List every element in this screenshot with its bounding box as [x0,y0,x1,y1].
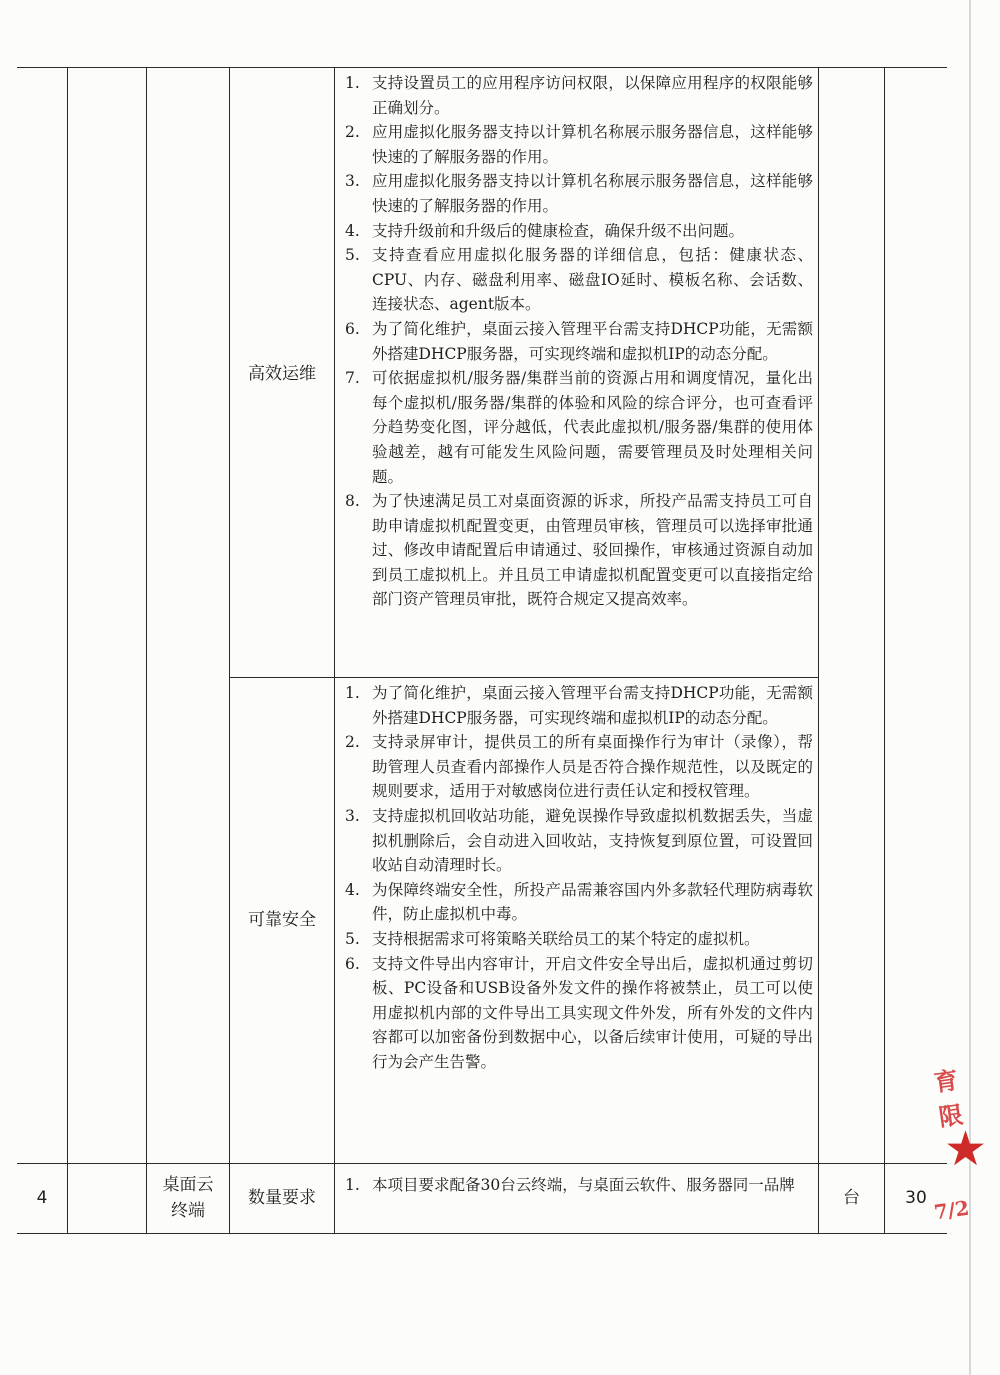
security-requirement-list [335,681,813,1075]
col-line-requirements-right [818,67,819,1234]
seal-text-top: 育限 [932,1065,965,1132]
col-line-index [67,67,68,1234]
list-item: 7. 可依据虚拟机/服务器/集群当前的资源占用和调度情况，量化出每个虚拟机/服务器/集群的体验和风险的综合评分，也可查看评分趋势变化图，评分越低，代表此虚拟机/服务器/集群的使用体验越差，越有可能发生风险问题，需要管理员及时处理相关问题。 [345,369,813,486]
list-item: 5. 支持根据需求可将策略关联给员工的某个特定的虚拟机。 [345,929,760,948]
list-item: 5. 支持查看应用虚拟化服务器的详细信息，包括：健康状态、CPU、内存、磁盘利用率、磁盘IO延时、模板名称、会话数、连接状态、agent版本。 [345,246,813,314]
list-item: 1. 支持设置员工的应用程序访问权限，以保障应用程序的权限能够正确划分。 [345,74,813,117]
category-efficient-ops: 高效运维 [248,364,316,384]
quantity-value: 30 [905,1188,927,1208]
table-bottom-border [17,1233,947,1234]
category-quantity: 数量要求 [248,1188,316,1208]
list-item: 4. 支持升级前和升级后的健康检查，确保升级不出问题。 [345,221,745,240]
list-item: 3. 应用虚拟化服务器支持以计算机名称展示服务器信息，这样能够快速的了解服务器的作用。 [345,172,813,215]
category-security: 可靠安全 [248,910,316,930]
company-seal [930,1030,988,1250]
row-index: 4 [36,1188,48,1208]
terminal-requirement-list [335,1173,813,1198]
table-top-border [17,67,947,68]
seal-star-icon: ★ [944,1121,988,1177]
row-divider-ops-security [229,677,818,678]
row-divider-terminal [17,1163,947,1164]
seal-text-bottom: 7/2 [932,1195,971,1225]
product-name-line1: 桌面云 [162,1175,214,1195]
list-item: 3. 支持虚拟机回收站功能，避免误操作导致虚拟机数据丢失，当虚拟机删除后，会自动进入回收站，支持恢复到原位置，可设置回收站自动清理时长。 [345,806,813,875]
unit-value: 台 [843,1188,860,1208]
list-item: 4. 为保障终端安全性，所投产品需兼容国内外多款轻代理防病毒软件，防止虚拟机中毒。 [345,880,813,924]
efficient-ops-requirement-list [335,71,813,612]
list-item: 2. 支持录屏审计，提供员工的所有桌面操作行为审计（录像），帮助管理人员查看内部操作人员是否符合操作规范性，以及既定的规则要求，适用于对敏感岗位进行责任认定和授权管理。 [345,733,813,801]
product-name-line2: 终端 [171,1201,205,1221]
col-line-product-right [229,67,230,1234]
list-item: 6. 为了简化维护，桌面云接入管理平台需支持DHCP功能，无需额外搭建DHCP服务器，可实现终端和虚拟机IP的动态分配。 [345,319,813,363]
list-item: 2. 应用虚拟化服务器支持以计算机名称展示服务器信息，这样能够快速的了解服务器的作用。 [345,123,813,166]
col-line-unit-right [884,67,885,1234]
list-item: 6. 支持文件导出内容审计，开启文件安全导出后，虚拟机通过剪切板、PC设备和USB设备外发文件的操作将被禁止，员工可以使用虚拟机内部的文件导出工具实现文件外发，所有外发的文件内容都可以加密备份到数据中心，以备后续审计使用，可疑的导出行为会产生告警。 [345,954,813,1071]
col-line-product-left [146,67,147,1234]
list-item: 8. 为了快速满足员工对桌面资源的诉求，所投产品需支持员工可自助申请虚拟机配置变更，由管理员审核，管理员可以选择审批通过、修改申请配置后申请通过、驳回操作，审核通过资源自动加到员工虚拟机上。并且员工申请虚拟机配置变更可以直接指定给部门资产管理员审批，既符合规定又提高效率。 [345,492,813,609]
list-item: 1. 为了简化维护，桌面云接入管理平台需支持DHCP功能，无需额外搭建DHCP服务器，可实现终端和虚拟机IP的动态分配。 [345,684,813,727]
list-item: 1. 本项目要求配备30台云终端，与桌面云软件、服务器同一品牌 [345,1176,795,1194]
